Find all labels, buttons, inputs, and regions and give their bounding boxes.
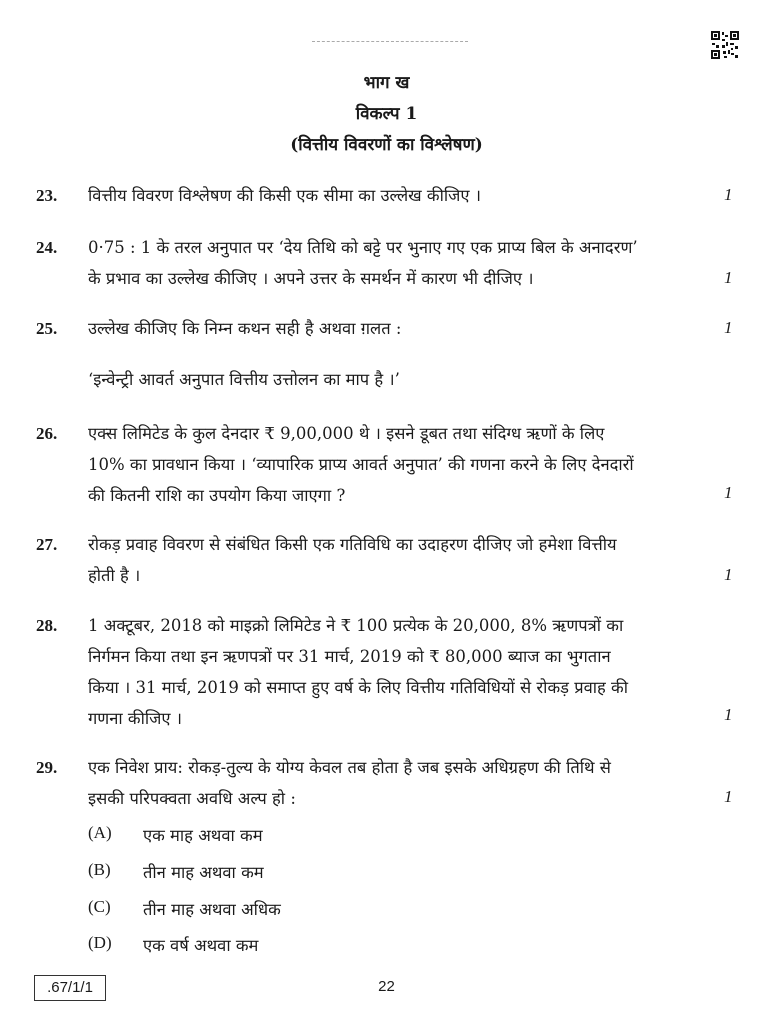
marks-label: 1: [724, 565, 733, 584]
question-line: 0·75 : 1 के तरल अनुपात पर ‘देय तिथि को बट्टे पर भुनाए गए एक प्राप्य बिल के अनादरण’: [88, 238, 638, 257]
question-number: 25.: [36, 319, 58, 338]
question-line: किया । 31 मार्च, 2019 को समाप्त हुए वर्ष के लिए वित्तीय गतिविधियों से रोकड़ प्रवाह की: [88, 678, 628, 697]
question-line: उल्लेख कीजिए कि निम्न कथन सही है अथवा ग़लत :: [88, 319, 402, 338]
question-line: वित्तीय विवरण विश्लेषण की किसी एक सीमा का उल्लेख कीजिए ।: [88, 186, 481, 205]
question-line: गणना कीजिए ।: [88, 709, 182, 728]
marks-label: 1: [724, 705, 733, 724]
option-label: (B): [88, 860, 111, 879]
page-number: 22: [378, 978, 395, 995]
question-number: 29.: [36, 758, 58, 777]
question-line: निर्गमन किया तथा इन ऋणपत्रों पर 31 मार्च, 2019 को ₹ 80,000 ब्याज का भुगतान: [88, 647, 611, 666]
question-number: 23.: [36, 186, 58, 205]
question-line: 1 अक्टूबर, 2018 को माइक्रो लिमिटेड ने ₹ 100 प्रत्येक के 20,000, 8% ऋणपत्रों का: [88, 616, 624, 635]
marks-label: 1: [724, 483, 733, 502]
question-line: एक निवेश प्राय: रोकड़-तुल्य के योग्य केवल तब होता है जब इसके अधिग्रहण की तिथि से: [88, 758, 611, 777]
marks-label: 1: [724, 185, 733, 204]
question-number: 28.: [36, 616, 58, 635]
option-text: एक माह अथवा कम: [143, 826, 263, 845]
question-text: [88, 180, 698, 211]
question-line: होती है ।: [88, 566, 141, 585]
question-text: [88, 418, 698, 511]
question-number: 26.: [36, 424, 58, 443]
option-label: (A): [88, 823, 112, 842]
question-line: की कितनी राशि का उपयोग किया जाएगा ?: [88, 486, 346, 505]
question-line: रोकड़ प्रवाह विवरण से संबंधित किसी एक गतिविधि का उदाहरण दीजिए जो हमेशा वित्तीय: [88, 535, 617, 554]
option-label: (D): [88, 933, 112, 952]
question-text: [88, 313, 698, 395]
question-text: [88, 752, 698, 814]
marks-label: 1: [724, 318, 733, 337]
question-line: के प्रभाव का उल्लेख कीजिए । अपने उत्तर के समर्थन में कारण भी दीजिए ।: [88, 269, 534, 288]
option-text: तीन माह अथवा अधिक: [143, 900, 281, 919]
question-line: एक्स लिमिटेड के कुल देनदार ₹ 9,00,000 थे । इसने डूबत तथा संदिग्ध ऋणों के लिए: [88, 424, 605, 443]
top-divider: [312, 41, 468, 42]
question-line: 10% का प्रावधान किया । ‘व्यापारिक प्राप्य आवर्त अनुपात’ की गणना करने के लिए देनदारों: [88, 455, 634, 474]
option-text: एक वर्ष अथवा कम: [143, 936, 259, 955]
question-line: इसकी परिपक्वता अवधि अल्प हो :: [88, 789, 296, 808]
paper-code: .67/1/1: [34, 975, 106, 1001]
marks-label: 1: [724, 787, 733, 806]
question-number: 27.: [36, 535, 58, 554]
marks-label: 1: [724, 268, 733, 287]
qr-code-icon: [711, 31, 739, 59]
option-label: (C): [88, 897, 111, 916]
option-text: तीन माह अथवा कम: [143, 863, 264, 882]
question-text: [88, 529, 698, 591]
option-title: विकल्प 1: [355, 104, 418, 124]
topic-title: (वित्तीय विवरणों का विश्लेषण): [290, 135, 483, 155]
question-text: [88, 610, 698, 734]
question-quote: ‘इन्वेन्ट्री आवर्त अनुपात वित्तीय उत्तोलन का माप है ।’: [88, 370, 400, 389]
question-number: 24.: [36, 238, 58, 257]
section-title: भाग ख: [363, 73, 410, 93]
question-text: [88, 232, 698, 294]
